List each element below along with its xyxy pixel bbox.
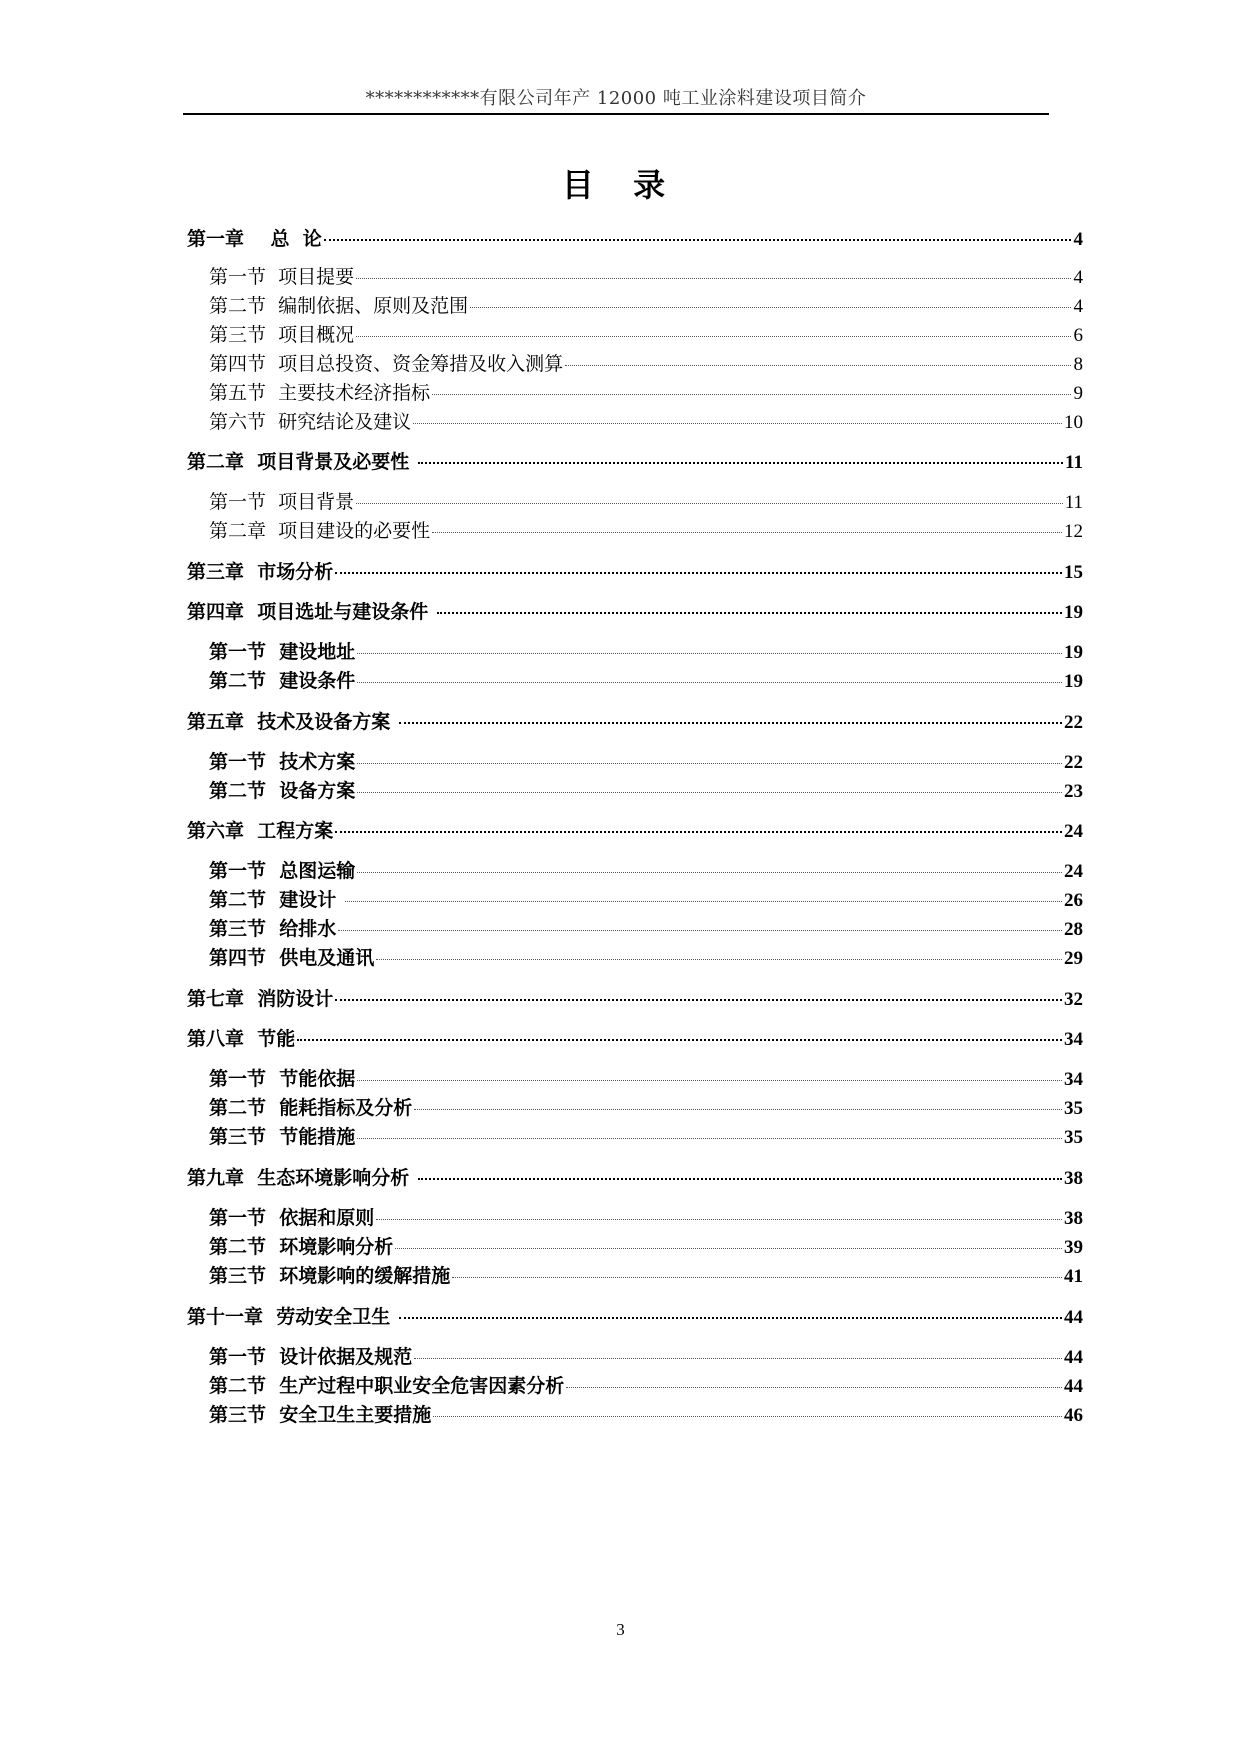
- toc-entry-label: 第三节 安全卫生主要措施: [209, 1404, 432, 1426]
- toc-entry-page-number: 38: [1064, 1168, 1083, 1189]
- toc-dot-leader: [376, 958, 1062, 960]
- toc-dot-leader: [413, 422, 1062, 424]
- toc-entry-page-number: 32: [1064, 989, 1083, 1010]
- toc-dot-leader: [357, 791, 1062, 793]
- toc-entry-page-number: 11: [1064, 492, 1083, 513]
- toc-section-entry[interactable]: [209, 637, 1083, 667]
- toc-dot-leader: [335, 571, 1062, 574]
- toc-chapter-entry[interactable]: [187, 597, 1083, 627]
- toc-dot-leader: [345, 900, 1062, 902]
- toc-chapter-entry[interactable]: [187, 1024, 1083, 1054]
- toc-section-entry[interactable]: [209, 487, 1083, 517]
- toc-entry-page-number: 4: [1073, 267, 1083, 288]
- toc-entry-label: 第三章 市场分析: [187, 561, 334, 583]
- toc-dot-leader: [418, 1177, 1062, 1180]
- toc-entry-page-number: 28: [1064, 919, 1083, 940]
- toc-section-entry[interactable]: [209, 262, 1083, 292]
- toc-entry-label: 第五章 技术及设备方案: [187, 711, 397, 733]
- running-header: ************有限公司年产 12000 吨工业涂料建设项目简介: [365, 88, 867, 109]
- toc-dot-leader: [470, 306, 1071, 308]
- toc-entry-label: 第四节 供电及通讯: [209, 947, 375, 969]
- toc-section-entry[interactable]: [209, 1261, 1083, 1291]
- toc-entry-page-number: 4: [1073, 229, 1083, 250]
- toc-entry-page-number: 29: [1064, 948, 1083, 969]
- toc-chapter-entry[interactable]: [187, 707, 1083, 737]
- toc-dot-leader: [566, 1386, 1062, 1388]
- toc-chapter-entry[interactable]: [187, 816, 1083, 846]
- toc-dot-leader: [414, 1108, 1062, 1110]
- toc-dot-leader: [357, 871, 1062, 873]
- toc-section-entry[interactable]: [209, 516, 1083, 546]
- toc-entry-page-number: 35: [1064, 1098, 1083, 1119]
- toc-entry-page-number: 34: [1064, 1069, 1083, 1090]
- toc-dot-leader: [357, 762, 1062, 764]
- toc-entry-label: 第六节 研究结论及建议: [209, 411, 412, 433]
- toc-entry-page-number: 10: [1064, 412, 1083, 433]
- toc-entry-label: 第三节 环境影响的缓解措施: [209, 1265, 451, 1287]
- toc-entry-label: 第九章 生态环境影响分析: [187, 1167, 416, 1189]
- toc-entry-label: 第二节 生产过程中职业安全危害因素分析: [209, 1375, 565, 1397]
- toc-dot-leader: [452, 1276, 1062, 1278]
- toc-entry-page-number: 44: [1064, 1307, 1083, 1328]
- toc-chapter-entry[interactable]: [187, 984, 1083, 1014]
- toc-entry-label: 第一章 总 论: [187, 228, 322, 250]
- toc-section-entry[interactable]: [209, 914, 1083, 944]
- header-rule: [183, 113, 1049, 115]
- toc-entry-label: 第三节 节能措施: [209, 1126, 356, 1148]
- toc-entry-page-number: 12: [1064, 521, 1083, 542]
- toc-section-entry[interactable]: [209, 1400, 1083, 1430]
- toc-entry-page-number: 22: [1064, 752, 1083, 773]
- toc-dot-leader: [376, 1218, 1062, 1220]
- toc-entry-label: 第二章 项目建设的必要性: [209, 520, 431, 542]
- toc-dot-leader: [432, 393, 1071, 395]
- toc-entry-page-number: 24: [1064, 861, 1083, 882]
- toc-dot-leader: [297, 1038, 1062, 1041]
- toc-entry-page-number: 15: [1064, 562, 1083, 583]
- toc-section-entry[interactable]: [209, 378, 1083, 408]
- toc-entry-page-number: 38: [1064, 1208, 1083, 1229]
- toc-entry-page-number: 19: [1064, 602, 1083, 623]
- toc-entry-label: 第一节 项目提要: [209, 266, 355, 288]
- toc-chapter-entry[interactable]: [187, 447, 1083, 477]
- toc-section-entry[interactable]: [209, 1371, 1083, 1401]
- toc-dot-leader: [414, 1357, 1062, 1359]
- toc-entry-page-number: 19: [1064, 642, 1083, 663]
- toc-section-entry[interactable]: [209, 1203, 1083, 1233]
- toc-entry-page-number: 26: [1064, 890, 1083, 911]
- toc-dot-leader: [399, 1316, 1062, 1319]
- toc-chapter-entry[interactable]: [187, 1163, 1083, 1193]
- toc-entry-page-number: 6: [1073, 325, 1083, 346]
- toc-entry-label: 第二节 设备方案: [209, 780, 356, 802]
- toc-entry-page-number: 46: [1064, 1405, 1083, 1426]
- toc-section-entry[interactable]: [209, 885, 1083, 915]
- toc-entry-label: 第一节 依据和原则: [209, 1207, 375, 1229]
- toc-entry-page-number: 41: [1064, 1266, 1083, 1287]
- toc-dot-leader: [335, 998, 1062, 1001]
- toc-entry-label: 第一节 建设地址: [209, 641, 356, 663]
- toc-dot-leader: [357, 1137, 1062, 1139]
- toc-section-entry[interactable]: [209, 349, 1083, 379]
- toc-entry-label: 第二节 建设条件: [209, 670, 356, 692]
- toc-entry-page-number: 44: [1064, 1347, 1083, 1368]
- toc-section-entry[interactable]: [209, 1232, 1083, 1262]
- toc-entry-page-number: 8: [1073, 354, 1083, 375]
- toc-entry-label: 第一节 总图运输: [209, 860, 356, 882]
- toc-dot-leader: [324, 238, 1071, 241]
- toc-entry-label: 第四章 项目选址与建设条件: [187, 601, 435, 623]
- toc-entry-label: 第三节 项目概况: [209, 324, 355, 346]
- toc-dot-leader: [565, 364, 1071, 366]
- toc-dot-leader: [357, 652, 1062, 654]
- toc-dot-leader: [432, 531, 1062, 533]
- toc-entry-label: 第四节 项目总投资、资金筹措及收入测算: [209, 353, 564, 375]
- toc-entry-label: 第二节 环境影响分析: [209, 1236, 394, 1258]
- toc-entry-page-number: 23: [1064, 781, 1083, 802]
- toc-dot-leader: [338, 929, 1062, 931]
- toc-entry-page-number: 44: [1064, 1376, 1083, 1397]
- toc-entry-label: 第二节 编制依据、原则及范围: [209, 295, 469, 317]
- toc-section-entry[interactable]: [209, 1093, 1083, 1123]
- toc-entry-label: 第六章 工程方案: [187, 820, 334, 842]
- toc-chapter-entry[interactable]: [187, 224, 1083, 254]
- toc-entry-page-number: 35: [1064, 1127, 1083, 1148]
- toc-dot-leader: [437, 611, 1062, 614]
- toc-entry-label: 第五节 主要技术经济指标: [209, 382, 431, 404]
- toc-chapter-entry[interactable]: [187, 1302, 1083, 1332]
- toc-entry-page-number: 4: [1073, 296, 1083, 317]
- toc-entry-page-number: 22: [1064, 712, 1083, 733]
- toc-entry-label: 第一节 项目背景: [209, 491, 355, 513]
- toc-section-entry[interactable]: [209, 1122, 1083, 1152]
- toc-section-entry[interactable]: [209, 407, 1083, 437]
- toc-section-entry[interactable]: [209, 666, 1083, 696]
- toc-dot-leader: [357, 681, 1062, 683]
- toc-dot-leader: [433, 1415, 1062, 1417]
- toc-section-entry[interactable]: [209, 1064, 1083, 1094]
- toc-dot-leader: [335, 830, 1062, 833]
- toc-entry-page-number: 39: [1064, 1237, 1083, 1258]
- toc-dot-leader: [418, 461, 1063, 464]
- toc-entry-label: 第七章 消防设计: [187, 988, 334, 1010]
- toc-dot-leader: [356, 502, 1063, 504]
- toc-dot-leader: [399, 721, 1062, 724]
- toc-entry-page-number: 24: [1064, 821, 1083, 842]
- toc-entry-label: 第一节 设计依据及规范: [209, 1346, 413, 1368]
- toc-entry-page-number: 34: [1064, 1029, 1083, 1050]
- toc-entry-label: 第一节 技术方案: [209, 751, 356, 773]
- toc-dot-leader: [357, 1079, 1062, 1081]
- toc-section-entry[interactable]: [209, 856, 1083, 886]
- toc-section-entry[interactable]: [209, 776, 1083, 806]
- toc-dot-leader: [395, 1247, 1062, 1249]
- toc-entry-label: 第一节 节能依据: [209, 1068, 356, 1090]
- toc-entry-label: 第二节 能耗指标及分析: [209, 1097, 413, 1119]
- toc-entry-label: 第八章 节能: [187, 1028, 296, 1050]
- toc-entry-label: 第二节 建设计: [209, 889, 343, 911]
- toc-entry-page-number: 11: [1065, 452, 1083, 473]
- toc-section-entry[interactable]: [209, 320, 1083, 350]
- toc-entry-page-number: 9: [1073, 383, 1083, 404]
- toc-chapter-entry[interactable]: [187, 557, 1083, 587]
- toc-section-entry[interactable]: [209, 291, 1083, 321]
- toc-dot-leader: [356, 335, 1071, 337]
- toc-entry-page-number: 19: [1064, 671, 1083, 692]
- toc-section-entry[interactable]: [209, 943, 1083, 973]
- toc-dot-leader: [356, 277, 1071, 279]
- toc-entry-label: 第三节 给排水: [209, 918, 337, 940]
- page-number: 3: [616, 1620, 625, 1639]
- toc-entry-label: 第十一章 劳动安全卫生: [187, 1306, 397, 1328]
- toc-entry-label: 第二章 项目背景及必要性: [187, 451, 416, 473]
- toc-title: 目 录: [561, 166, 680, 204]
- toc-section-entry[interactable]: [209, 1342, 1083, 1372]
- toc-section-entry[interactable]: [209, 747, 1083, 777]
